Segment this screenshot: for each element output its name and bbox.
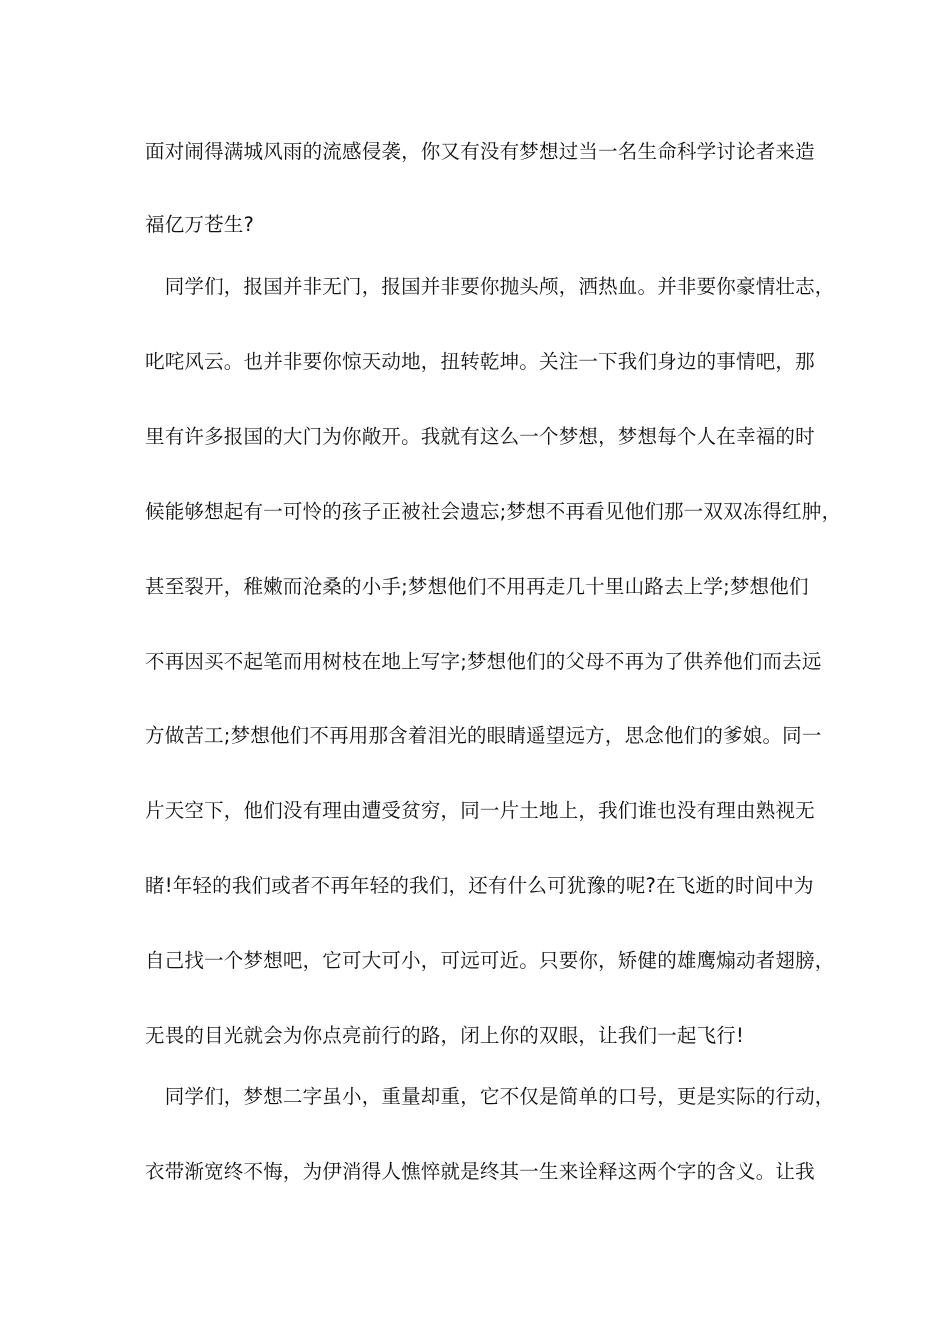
text-line: 福亿万苍生? <box>145 213 255 236</box>
paragraph-start-line: 同学们，梦想二字虽小，重量却重，它不仅是简单的口号，更是实际的行动， <box>145 1085 835 1108</box>
text-line: 片天空下，他们没有理由遭受贫穷，同一片土地上，我们谁也没有理由熟视无 <box>145 799 815 822</box>
text-line: 甚至裂开，稚嫩而沧桑的小手;梦想他们不用再走几十里山路去上学;梦想他们 <box>145 575 809 598</box>
text-line: 方做苦工;梦想他们不再用那含着泪光的眼睛遥望远方，思念他们的爹娘。同一 <box>145 724 822 747</box>
text-line: 睹!年轻的我们或者不再年轻的我们，还有什么可犹豫的呢?在飞逝的时间中为 <box>145 874 814 897</box>
text-line: 无畏的目光就会为你点亮前行的路，闭上你的双眼，让我们一起飞行! <box>145 1024 745 1047</box>
paragraph-start-line: 同学们，报国并非无门，报国并非要你抛头颅，洒热血。并非要你豪情壮志， <box>145 275 835 298</box>
text-line: 面对闹得满城风雨的流感侵袭，你又有没有梦想过当一名生命科学讨论者来造 <box>145 140 815 163</box>
text-line: 里有许多报国的大门为你敞开。我就有这么一个梦想，梦想每个人在幸福的时 <box>145 425 815 448</box>
text-line: 衣带渐宽终不悔，为伊消得人憔悴就是终其一生来诠释这两个字的含义。让我 <box>145 1160 815 1183</box>
text-line: 叱咤风云。也并非要你惊天动地，扭转乾坤。关注一下我们身边的事情吧，那 <box>145 350 815 373</box>
text-line: 不再因买不起笔而用树枝在地上写字;梦想他们的父母不再为了供养他们而去远 <box>145 650 822 673</box>
text-line: 自己找一个梦想吧，它可大可小，可远可近。只要你，矫健的雄鹰煽动者翅膀， <box>145 949 835 972</box>
text-line: 候能够想起有一可怜的孩子正被社会遗忘;梦想不再看见他们那一双双冻得红肿， <box>145 500 842 523</box>
